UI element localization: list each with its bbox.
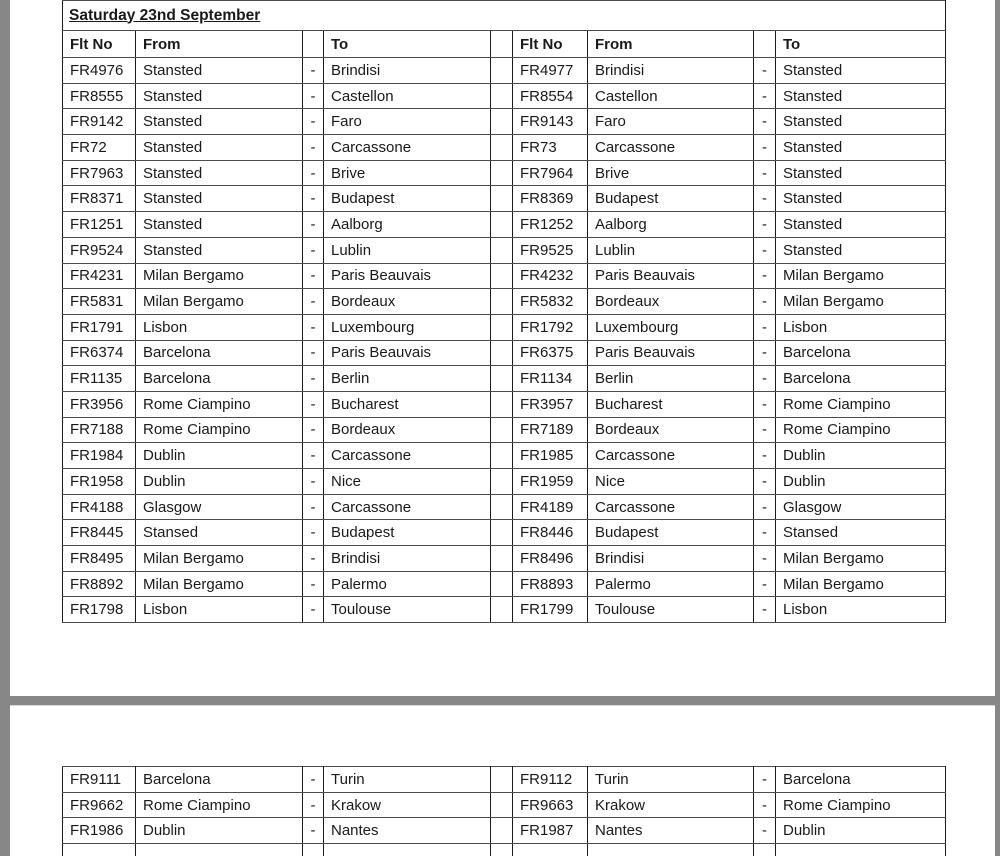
to-city-cell: Toulouse (324, 597, 491, 623)
route-dash-separator: - (303, 443, 324, 469)
flight-row (63, 597, 946, 623)
to-city-cell: Milan Bergamo (776, 263, 946, 289)
header-from-return: From (588, 31, 754, 58)
flight-row (63, 83, 946, 109)
route-dash-separator: - (754, 818, 776, 844)
route-dash-separator: - (303, 391, 324, 417)
route-dash-separator: - (754, 135, 776, 161)
flight-number-cell: FR8445 (63, 520, 136, 546)
flight-number-cell: FR5832 (513, 289, 588, 315)
from-city-cell: Barcelona (136, 366, 303, 392)
tables-gap-cell (491, 160, 513, 186)
flight-number-cell: FR1251 (63, 212, 136, 238)
flight-number-cell: FR1792 (513, 314, 588, 340)
to-city-cell: Carcassone (324, 135, 491, 161)
flight-number-cell: FR4977 (513, 58, 588, 84)
to-city-cell: Barcelona (776, 767, 946, 793)
from-city-cell: Dublin (136, 818, 303, 844)
flight-number-cell: FR7189 (513, 417, 588, 443)
from-city-cell: Castellon (588, 83, 754, 109)
from-city-cell: Dublin (136, 443, 303, 469)
tables-gap-cell (491, 469, 513, 495)
flight-row (63, 571, 946, 597)
to-city-cell: Lisbon (776, 597, 946, 623)
flight-schedule-table-page2 (62, 766, 946, 856)
to-city-cell: Krakow (324, 792, 491, 818)
flight-number-cell: FR9111 (63, 767, 136, 793)
to-city-cell: Rome Ciampino (776, 391, 946, 417)
from-city-cell: Budapest (588, 520, 754, 546)
flight-number-cell: FR6375 (513, 340, 588, 366)
tables-gap-cell (491, 767, 513, 793)
route-dash-separator: - (754, 83, 776, 109)
from-city-cell: Brive (588, 160, 754, 186)
flight-number-cell: FR5831 (63, 289, 136, 315)
flight-number-cell: FR9142 (63, 109, 136, 135)
date-heading-text: Saturday 23nd September (69, 6, 261, 24)
from-city-cell: Nice (588, 469, 754, 495)
to-city-cell: Luxembourg (324, 314, 491, 340)
to-city-cell: Lisbon (776, 314, 946, 340)
tables-gap-cell (491, 58, 513, 84)
to-city-cell: Rome Ciampino (776, 417, 946, 443)
tables-gap-cell (491, 597, 513, 623)
to-city-cell: Stansed (776, 520, 946, 546)
flight-row (63, 366, 946, 392)
from-city-cell: Dublin (136, 469, 303, 495)
header-from-outbound: From (136, 31, 303, 58)
flight-number-cell: FR8893 (513, 571, 588, 597)
to-city-cell: Lublin (324, 237, 491, 263)
tables-gap-cell (491, 109, 513, 135)
flight-number-cell: FR9143 (513, 109, 588, 135)
flight-row (63, 391, 946, 417)
from-city-cell: Faro (588, 109, 754, 135)
tables-gap-cell (491, 263, 513, 289)
route-dash-separator: - (754, 314, 776, 340)
flight-row (63, 289, 946, 315)
to-city-cell: Stansted (776, 58, 946, 84)
route-dash-separator: - (303, 340, 324, 366)
from-city-cell: Brindisi (588, 546, 754, 572)
flight-row (63, 767, 946, 793)
route-dash-separator: - (754, 160, 776, 186)
to-city-cell: Budapest (324, 520, 491, 546)
tables-gap-cell (491, 443, 513, 469)
flight-row (63, 160, 946, 186)
tables-gap-cell (491, 212, 513, 238)
flight-number-cell: FR1986 (63, 818, 136, 844)
from-city-cell: Lisbon (136, 597, 303, 623)
to-city-cell: Milan Bergamo (776, 571, 946, 597)
flight-row (63, 58, 946, 84)
flight-number-cell: FR1987 (513, 818, 588, 844)
tables-gap-cell (491, 237, 513, 263)
flight-number-cell: FR8446 (513, 520, 588, 546)
to-city-cell: Nantes (324, 818, 491, 844)
flight-number-cell: FR8554 (513, 83, 588, 109)
flight-number-cell: FR1985 (513, 443, 588, 469)
to-city-cell: Paris Beauvais (324, 340, 491, 366)
tables-gap-cell (491, 520, 513, 546)
flight-number-cell: FR72 (63, 135, 136, 161)
flight-number-cell: FR1791 (63, 314, 136, 340)
from-city-cell: Stansted (136, 237, 303, 263)
flight-number-cell: FR1984 (63, 443, 136, 469)
from-city-cell: Paris Beauvais (588, 263, 754, 289)
flight-number-cell: FR6374 (63, 340, 136, 366)
to-city-cell: Brindisi (324, 546, 491, 572)
header-dash-return (754, 31, 776, 58)
page-break (0, 696, 1000, 705)
from-city-cell: Barcelona (136, 767, 303, 793)
tables-gap-cell (491, 340, 513, 366)
from-city-cell: Milan Bergamo (136, 289, 303, 315)
from-city-cell: Bucharest (588, 391, 754, 417)
header-flt-no-outbound: Flt No (63, 31, 136, 58)
to-city-cell: Milan Bergamo (776, 546, 946, 572)
tables-gap-cell (491, 366, 513, 392)
from-city-cell: Brindisi (588, 58, 754, 84)
to-city-cell (324, 844, 491, 856)
route-dash-separator: - (303, 58, 324, 84)
flight-row (63, 417, 946, 443)
to-city-cell: Castellon (324, 83, 491, 109)
to-city-cell: Rome Ciampino (776, 792, 946, 818)
flight-schedule-table-page1 (62, 0, 946, 623)
to-city-cell: Nice (324, 469, 491, 495)
date-heading (63, 1, 946, 31)
flight-row (63, 469, 946, 495)
flight-number-cell: FR4232 (513, 263, 588, 289)
route-dash-separator: - (303, 546, 324, 572)
route-dash-separator: - (754, 767, 776, 793)
from-city-cell: Glasgow (136, 494, 303, 520)
to-city-cell: Bordeaux (324, 417, 491, 443)
header-to-outbound: To (324, 31, 491, 58)
flight-row (63, 520, 946, 546)
flight-number-cell: FR7963 (63, 160, 136, 186)
from-city-cell: Palermo (588, 571, 754, 597)
tables-gap-cell (491, 31, 513, 58)
route-dash-separator: - (754, 417, 776, 443)
tables-gap-cell (491, 314, 513, 340)
from-city-cell: Nantes (588, 818, 754, 844)
to-city-cell: Barcelona (776, 366, 946, 392)
from-city-cell: Milan Bergamo (136, 546, 303, 572)
route-dash-separator: - (754, 340, 776, 366)
to-city-cell: Dublin (776, 469, 946, 495)
to-city-cell: Carcassone (324, 494, 491, 520)
from-city-cell: Krakow (588, 792, 754, 818)
from-city-cell: Stansted (136, 58, 303, 84)
from-city-cell: Stansted (136, 160, 303, 186)
route-dash-separator: - (754, 109, 776, 135)
tables-gap-cell (491, 135, 513, 161)
from-city-cell: Rome Ciampino (136, 391, 303, 417)
from-city-cell: Paris Beauvais (588, 340, 754, 366)
to-city-cell: Stansted (776, 212, 946, 238)
from-city-cell: Carcassone (588, 494, 754, 520)
route-dash-separator: - (754, 58, 776, 84)
route-dash-separator: - (303, 767, 324, 793)
from-city-cell: Stansted (136, 109, 303, 135)
route-dash-separator: - (303, 263, 324, 289)
to-city-cell: Aalborg (324, 212, 491, 238)
route-dash-separator: - (303, 792, 324, 818)
route-dash-separator: - (754, 597, 776, 623)
to-city-cell: Budapest (324, 186, 491, 212)
tables-gap-cell (491, 186, 513, 212)
to-city-cell: Stansted (776, 237, 946, 263)
route-dash-separator: - (303, 212, 324, 238)
flight-number-cell: FR1959 (513, 469, 588, 495)
flight-number-cell: FR1134 (513, 366, 588, 392)
flight-row (63, 237, 946, 263)
flight-row (63, 844, 946, 856)
flight-row (63, 109, 946, 135)
from-city-cell: Milan Bergamo (136, 263, 303, 289)
flight-number-cell: FR4976 (63, 58, 136, 84)
flight-row (63, 792, 946, 818)
tables-gap-cell (491, 844, 513, 856)
route-dash-separator: - (303, 520, 324, 546)
flight-number-cell: FR4188 (63, 494, 136, 520)
route-dash-separator: - (754, 366, 776, 392)
route-dash-separator: - (303, 135, 324, 161)
from-city-cell (136, 844, 303, 856)
route-dash-separator: - (754, 494, 776, 520)
route-dash-separator: - (303, 469, 324, 495)
route-dash-separator: - (754, 792, 776, 818)
to-city-cell: Stansted (776, 186, 946, 212)
document-page-2 (10, 705, 995, 856)
flight-number-cell: FR1958 (63, 469, 136, 495)
from-city-cell: Barcelona (136, 340, 303, 366)
from-city-cell: Carcassone (588, 443, 754, 469)
route-dash-separator: - (754, 391, 776, 417)
route-dash-separator (754, 844, 776, 856)
from-city-cell: Budapest (588, 186, 754, 212)
from-city-cell: Stansted (136, 83, 303, 109)
route-dash-separator (303, 844, 324, 856)
to-city-cell: Berlin (324, 366, 491, 392)
route-dash-separator: - (754, 469, 776, 495)
flight-number-cell: FR9524 (63, 237, 136, 263)
route-dash-separator: - (754, 520, 776, 546)
tables-gap-cell (491, 417, 513, 443)
from-city-cell (588, 844, 754, 856)
route-dash-separator: - (303, 494, 324, 520)
route-dash-separator: - (303, 109, 324, 135)
route-dash-separator: - (754, 186, 776, 212)
from-city-cell: Rome Ciampino (136, 792, 303, 818)
from-city-cell: Stansted (136, 212, 303, 238)
to-city-cell: Barcelona (776, 340, 946, 366)
flight-row (63, 340, 946, 366)
flight-row (63, 494, 946, 520)
flight-number-cell: FR9525 (513, 237, 588, 263)
flight-number-cell: FR73 (513, 135, 588, 161)
tables-gap-cell (491, 571, 513, 597)
route-dash-separator: - (303, 366, 324, 392)
flight-number-cell: FR3956 (63, 391, 136, 417)
flight-row (63, 546, 946, 572)
flight-row (63, 186, 946, 212)
route-dash-separator: - (754, 571, 776, 597)
to-city-cell: Brindisi (324, 58, 491, 84)
flight-row (63, 818, 946, 844)
flight-number-cell: FR8496 (513, 546, 588, 572)
from-city-cell: Lublin (588, 237, 754, 263)
tables-gap-cell (491, 289, 513, 315)
tables-gap-cell (491, 83, 513, 109)
flight-number-cell: FR4231 (63, 263, 136, 289)
to-city-cell: Turin (324, 767, 491, 793)
from-city-cell: Luxembourg (588, 314, 754, 340)
route-dash-separator: - (303, 818, 324, 844)
route-dash-separator: - (754, 263, 776, 289)
from-city-cell: Rome Ciampino (136, 417, 303, 443)
to-city-cell (776, 844, 946, 856)
tables-gap-cell (491, 494, 513, 520)
from-city-cell: Bordeaux (588, 417, 754, 443)
tables-gap-cell (491, 792, 513, 818)
header-flt-no-return: Flt No (513, 31, 588, 58)
route-dash-separator: - (303, 417, 324, 443)
flight-number-cell: FR9662 (63, 792, 136, 818)
date-heading-row (63, 1, 946, 31)
to-city-cell: Stansted (776, 160, 946, 186)
route-dash-separator: - (303, 237, 324, 263)
flight-number-cell: FR8369 (513, 186, 588, 212)
to-city-cell: Palermo (324, 571, 491, 597)
flight-number-cell: FR1799 (513, 597, 588, 623)
flight-number-cell: FR9663 (513, 792, 588, 818)
flight-number-cell: FR1252 (513, 212, 588, 238)
flight-number-cell: FR3957 (513, 391, 588, 417)
to-city-cell: Milan Bergamo (776, 289, 946, 315)
tables-gap-cell (491, 818, 513, 844)
flight-number-cell: FR8371 (63, 186, 136, 212)
from-city-cell: Toulouse (588, 597, 754, 623)
from-city-cell: Bordeaux (588, 289, 754, 315)
from-city-cell: Aalborg (588, 212, 754, 238)
flight-row (63, 314, 946, 340)
to-city-cell: Stansted (776, 135, 946, 161)
flight-number-cell: FR8892 (63, 571, 136, 597)
to-city-cell: Bordeaux (324, 289, 491, 315)
from-city-cell: Berlin (588, 366, 754, 392)
flight-number-cell: FR8495 (63, 546, 136, 572)
to-city-cell: Carcassone (324, 443, 491, 469)
route-dash-separator: - (303, 314, 324, 340)
tables-gap-cell (491, 391, 513, 417)
route-dash-separator: - (754, 289, 776, 315)
route-dash-separator: - (303, 186, 324, 212)
from-city-cell: Carcassone (588, 135, 754, 161)
from-city-cell: Turin (588, 767, 754, 793)
from-city-cell: Stansted (136, 186, 303, 212)
from-city-cell: Stansted (136, 135, 303, 161)
header-to-return: To (776, 31, 946, 58)
flight-row (63, 443, 946, 469)
route-dash-separator: - (754, 237, 776, 263)
flight-number-cell: FR1798 (63, 597, 136, 623)
flight-number-cell (513, 844, 588, 856)
flight-number-cell: FR1135 (63, 366, 136, 392)
to-city-cell: Stansted (776, 83, 946, 109)
to-city-cell: Brive (324, 160, 491, 186)
route-dash-separator: - (303, 597, 324, 623)
table-header-row (63, 31, 946, 58)
route-dash-separator: - (303, 160, 324, 186)
flight-number-cell: FR9112 (513, 767, 588, 793)
to-city-cell: Faro (324, 109, 491, 135)
to-city-cell: Paris Beauvais (324, 263, 491, 289)
route-dash-separator: - (303, 83, 324, 109)
document-page-1 (10, 0, 995, 696)
tables-gap-cell (491, 546, 513, 572)
flight-number-cell: FR7188 (63, 417, 136, 443)
route-dash-separator: - (754, 546, 776, 572)
flight-number-cell: FR4189 (513, 494, 588, 520)
flight-number-cell (63, 844, 136, 856)
to-city-cell: Glasgow (776, 494, 946, 520)
to-city-cell: Dublin (776, 443, 946, 469)
to-city-cell: Bucharest (324, 391, 491, 417)
flight-row (63, 135, 946, 161)
from-city-cell: Lisbon (136, 314, 303, 340)
to-city-cell: Stansted (776, 109, 946, 135)
flight-row (63, 263, 946, 289)
to-city-cell: Dublin (776, 818, 946, 844)
route-dash-separator: - (754, 443, 776, 469)
flight-row (63, 212, 946, 238)
from-city-cell: Milan Bergamo (136, 571, 303, 597)
from-city-cell: Stansed (136, 520, 303, 546)
route-dash-separator: - (303, 571, 324, 597)
flight-number-cell: FR8555 (63, 83, 136, 109)
route-dash-separator: - (303, 289, 324, 315)
route-dash-separator: - (754, 212, 776, 238)
flight-number-cell: FR7964 (513, 160, 588, 186)
header-dash-outbound (303, 31, 324, 58)
